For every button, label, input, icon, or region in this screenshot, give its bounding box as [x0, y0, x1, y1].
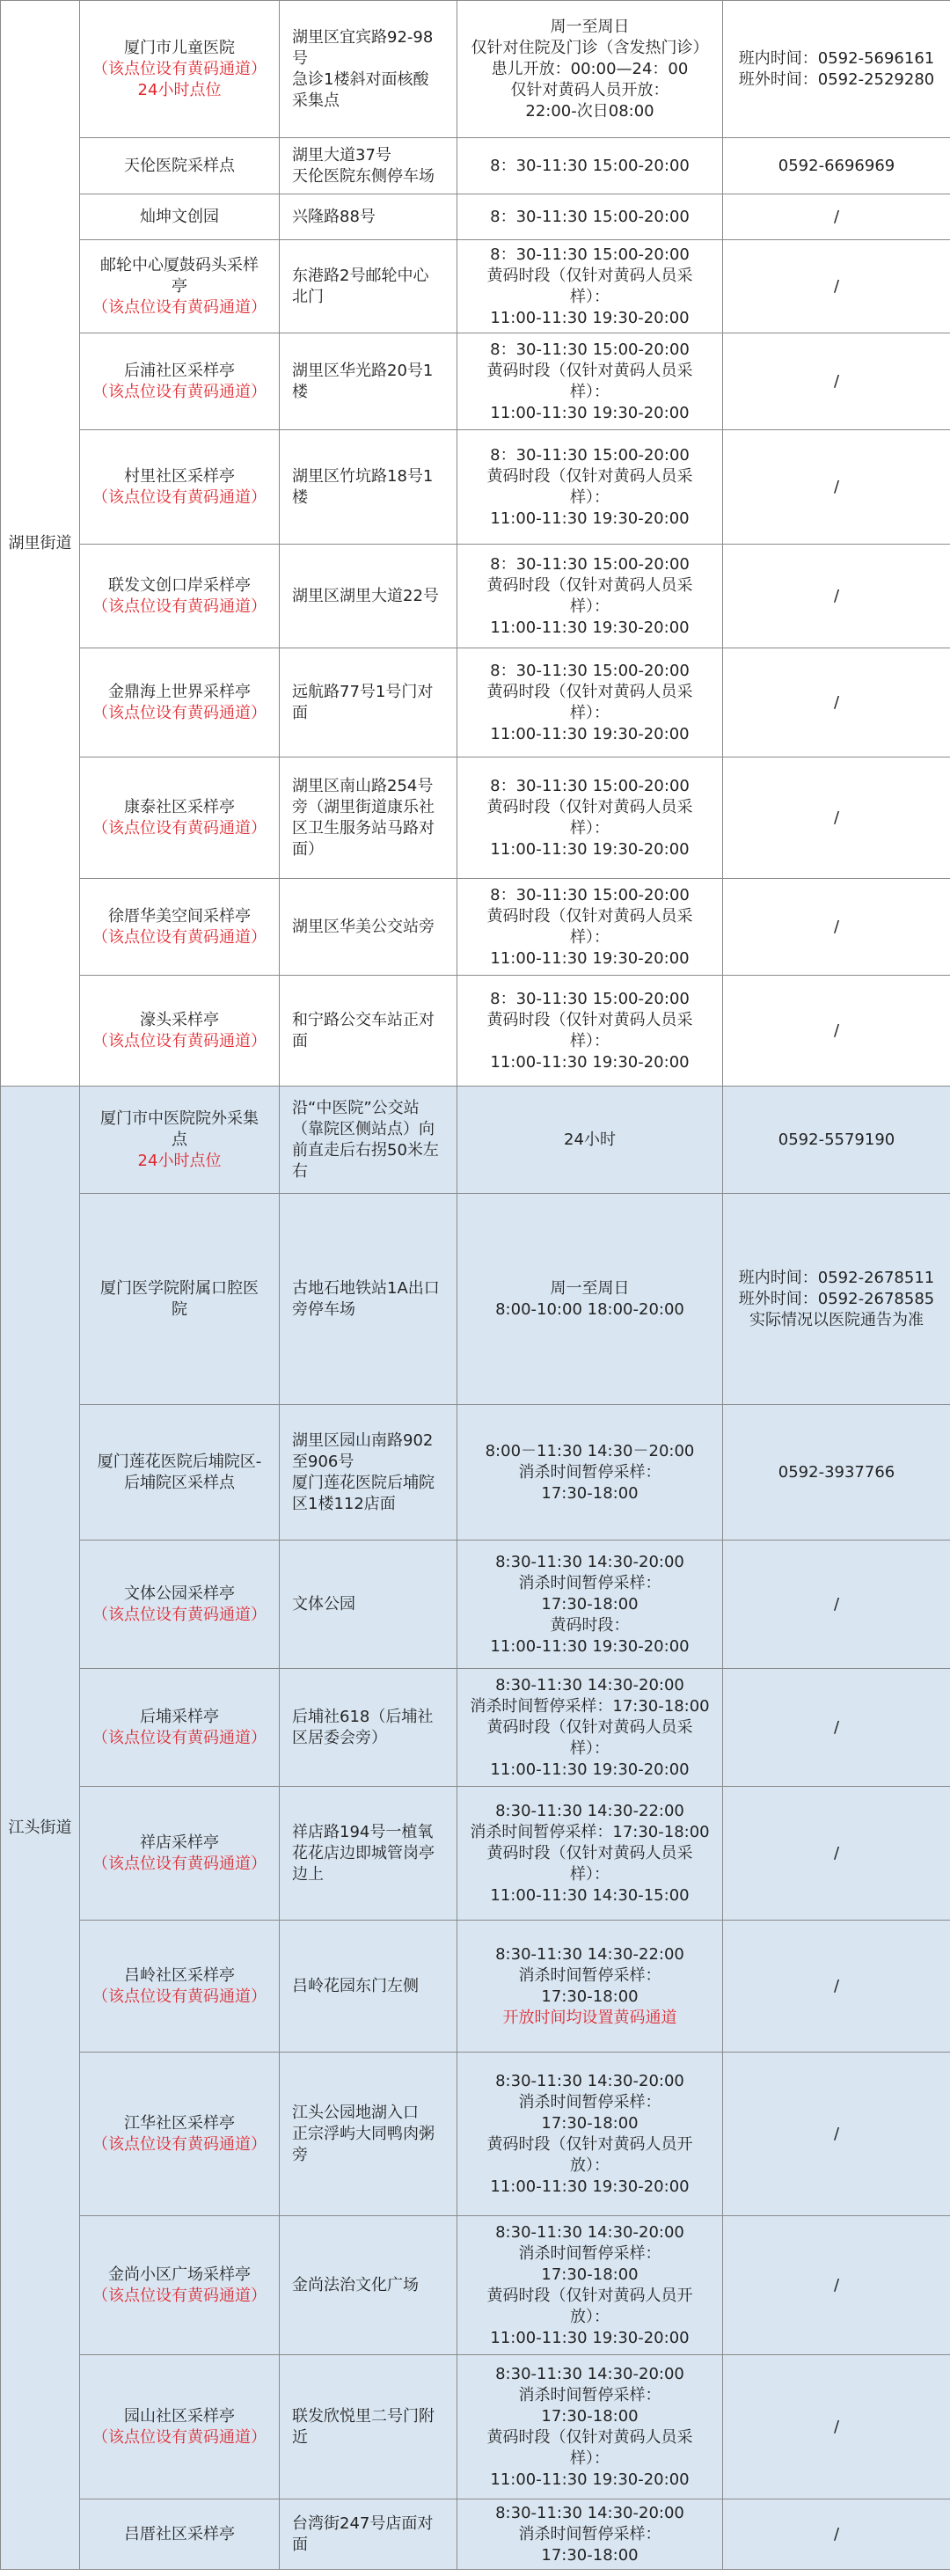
site-phone: /: [723, 1669, 950, 1787]
site-phone: /: [723, 194, 950, 240]
site-phone: /: [723, 2499, 950, 2570]
table-row: [1, 1787, 950, 1921]
site-hours: 8：30-11:30 15:00-20:00 黄码时段（仅针对黄码人员采 样）： 11:00-11:30 19:30-20:00: [457, 976, 723, 1087]
site-phone: 0592-3937766: [723, 1405, 950, 1540]
site-phone: /: [723, 2053, 950, 2216]
site-name: 后浦社区采样亭 （该点位设有黄码通道）: [80, 333, 280, 430]
site-name: 金尚小区广场采样亭 （该点位设有黄码通道）: [80, 2216, 280, 2355]
table-row: [1, 430, 950, 545]
table-row: [1, 1087, 950, 1194]
site-address: 江头公园地湖入口 正宗浮屿大同鸭肉粥 旁: [280, 2053, 457, 2216]
site-address: 古地石地铁站1A出口 旁停车场: [280, 1194, 457, 1405]
site-hours: 8：30-11:30 15:00-20:00 黄码时段（仅针对黄码人员采 样）： 11:00-11:30 19:30-20:00: [457, 430, 723, 545]
table-row: [1, 976, 950, 1087]
table-row: [1, 648, 950, 757]
site-name: 联发文创口岸采样亭 （该点位设有黄码通道）: [80, 545, 280, 648]
site-phone: /: [723, 879, 950, 976]
site-phone: 0592-5579190: [723, 1087, 950, 1194]
site-hours: 8:00－11:30 14:30－20:00 消杀时间暂停采样： 17:30-18:00: [457, 1405, 723, 1540]
site-name: 厦门莲花医院后埔院区- 后埔院区采样点: [80, 1405, 280, 1540]
site-address: 后埔社618（后埔社 区居委会旁）: [280, 1669, 457, 1787]
table-row: [1, 240, 950, 333]
site-address: 和宁路公交车站正对 面: [280, 976, 457, 1087]
site-hours: 8:30-11:30 14:30-22:00 消杀时间暂停采样： 17:30-18:00 开放时间均设置黄码通道: [457, 1921, 723, 2053]
site-hours: 8：30-11:30 15:00-20:00 黄码时段（仅针对黄码人员采 样）： 11:00-11:30 19:30-20:00: [457, 545, 723, 648]
site-name: 江华社区采样亭 （该点位设有黄码通道）: [80, 2053, 280, 2216]
table-row: [1, 1540, 950, 1669]
table-row: [1, 1194, 950, 1405]
site-name: 康泰社区采样亭 （该点位设有黄码通道）: [80, 757, 280, 879]
site-phone: 班内时间：0592-2678511 班外时间：0592-2678585 实际情况以医院通告为准: [723, 1194, 950, 1405]
table-row: [1, 2499, 950, 2570]
site-name: 濠头采样亭 （该点位设有黄码通道）: [80, 976, 280, 1087]
table-row: [1, 2216, 950, 2355]
site-name: 徐厝华美空间采样亭 （该点位设有黄码通道）: [80, 879, 280, 976]
site-name: 厦门市儿童医院 （该点位设有黄码通道） 24小时点位: [80, 1, 280, 138]
table-row: [1, 138, 950, 194]
site-address: 联发欣悦里二号门附 近: [280, 2355, 457, 2499]
site-hours: 8:30-11:30 14:30-20:00 消杀时间暂停采样： 17:30-18:00: [457, 2499, 723, 2570]
site-phone: 0592-6696969: [723, 138, 950, 194]
site-phone: /: [723, 430, 950, 545]
site-name: 村里社区采样亭 （该点位设有黄码通道）: [80, 430, 280, 545]
site-phone: /: [723, 2216, 950, 2355]
table-row: [1, 1, 950, 138]
site-address: 远航路77号1号门对 面: [280, 648, 457, 757]
site-address: 湖里区宜宾路92-98 号 急诊1楼斜对面核酸 采集点: [280, 1, 457, 138]
site-hours: 8：30-11:30 15:00-20:00 黄码时段（仅针对黄码人员采 样）： 11:00-11:30 19:30-20:00: [457, 333, 723, 430]
site-phone: /: [723, 2355, 950, 2499]
site-phone: /: [723, 976, 950, 1087]
site-name: 灿坤文创园: [80, 194, 280, 240]
table-row: [1, 194, 950, 240]
site-hours: 8:30-11:30 14:30-20:00 消杀时间暂停采样： 17:30-18:00 黄码时段（仅针对黄码人员采 样）： 11:00-11:30 19:30-20:00: [457, 2355, 723, 2499]
site-hours: 8:30-11:30 14:30-22:00 消杀时间暂停采样：17:30-18:00 黄码时段（仅针对黄码人员采 样）： 11:00-11:30 14:30-15:00: [457, 1787, 723, 1921]
site-hours: 8：30-11:30 15:00-20:00 黄码时段（仅针对黄码人员采 样）： 11:00-11:30 19:30-20:00: [457, 757, 723, 879]
site-name: 厦门医学院附属口腔医 院: [80, 1194, 280, 1405]
site-address: 湖里区华光路20号1 楼: [280, 333, 457, 430]
site-address: 文体公园: [280, 1540, 457, 1669]
table-row: [1, 545, 950, 648]
site-name: 厦门市中医院院外采集 点 24小时点位: [80, 1087, 280, 1194]
site-name: 吕厝社区采样亭: [80, 2499, 280, 2570]
site-hours: 8:30-11:30 14:30-20:00 消杀时间暂停采样：17:30-18:00 黄码时段（仅针对黄码人员采 样）： 11:00-11:30 19:30-20:00: [457, 1669, 723, 1787]
site-address: 湖里区南山路254号 旁（湖里街道康乐社 区卫生服务站马路对 面）: [280, 757, 457, 879]
site-hours: 8：30-11:30 15:00-20:00 黄码时段（仅针对黄码人员采 样）： 11:00-11:30 19:30-20:00: [457, 240, 723, 333]
site-hours: 8:30-11:30 14:30-20:00 消杀时间暂停采样： 17:30-18:00 黄码时段（仅针对黄码人员开 放）： 11:00-11:30 19:30-20:00: [457, 2053, 723, 2216]
site-address: 东港路2号邮轮中心 北门: [280, 240, 457, 333]
site-phone: /: [723, 757, 950, 879]
site-hours: 8:30-11:30 14:30-20:00 消杀时间暂停采样： 17:30-18:00 黄码时段： 11:00-11:30 19:30-20:00: [457, 1540, 723, 1669]
table-row: [1, 1921, 950, 2053]
site-hours: 8：30-11:30 15:00-20:00 黄码时段（仅针对黄码人员采 样）： 11:00-11:30 19:30-20:00: [457, 879, 723, 976]
site-address: 金尚法治文化广场: [280, 2216, 457, 2355]
site-hours: 8：30-11:30 15:00-20:00: [457, 138, 723, 194]
site-phone: /: [723, 240, 950, 333]
site-address: 湖里区华美公交站旁: [280, 879, 457, 976]
site-name: 园山社区采样亭 （该点位设有黄码通道）: [80, 2355, 280, 2499]
table-row: [1, 1405, 950, 1540]
site-hours: 24小时: [457, 1087, 723, 1194]
site-phone: /: [723, 1921, 950, 2053]
site-address: 台湾街247号店面对 面: [280, 2499, 457, 2570]
site-hours: 8：30-11:30 15:00-20:00: [457, 194, 723, 240]
site-address: 吕岭花园东门左侧: [280, 1921, 457, 2053]
district-cell: 湖里街道: [1, 1, 80, 1087]
site-name: 祥店采样亭 （该点位设有黄码通道）: [80, 1787, 280, 1921]
site-name: 后埔采样亭 （该点位设有黄码通道）: [80, 1669, 280, 1787]
site-phone: 班内时间：0592-5696161 班外时间：0592-2529280: [723, 1, 950, 138]
site-address: 湖里区湖里大道22号: [280, 545, 457, 648]
site-phone: /: [723, 648, 950, 757]
site-address: 兴隆路88号: [280, 194, 457, 240]
site-hours: 8：30-11:30 15:00-20:00 黄码时段（仅针对黄码人员采 样）： 11:00-11:30 19:30-20:00: [457, 648, 723, 757]
site-name: 邮轮中心厦鼓码头采样 亭 （该点位设有黄码通道）: [80, 240, 280, 333]
site-name: 天伦医院采样点: [80, 138, 280, 194]
site-address: 湖里大道37号 天伦医院东侧停车场: [280, 138, 457, 194]
site-phone: /: [723, 1540, 950, 1669]
site-phone: /: [723, 1787, 950, 1921]
site-address: 沿“中医院”公交站 （靠院区侧站点）向 前直走后右拐50米左 右: [280, 1087, 457, 1194]
table-row: [1, 333, 950, 430]
table-row: [1, 2355, 950, 2499]
site-address: 湖里区竹坑路18号1 楼: [280, 430, 457, 545]
site-address: 祥店路194号一植氧 花花店边即城管岗亭 边上: [280, 1787, 457, 1921]
site-phone: /: [723, 333, 950, 430]
table-row: [1, 757, 950, 879]
site-hours: 8:30-11:30 14:30-20:00 消杀时间暂停采样： 17:30-18:00 黄码时段（仅针对黄码人员开 放）： 11:00-11:30 19:30-20:00: [457, 2216, 723, 2355]
table-row: [1, 1669, 950, 1787]
site-name: 金鼎海上世界采样亭 （该点位设有黄码通道）: [80, 648, 280, 757]
site-hours: 周一至周日 8:00-10:00 18:00-20:00: [457, 1194, 723, 1405]
site-address: 湖里区园山南路902 至906号 厦门莲花医院后埔院 区1楼112店面: [280, 1405, 457, 1540]
table-row: [1, 879, 950, 976]
table-row: [1, 2053, 950, 2216]
site-hours: 周一至周日 仅针对住院及门诊（含发热门诊） 患儿开放：00:00—24：00 仅针对黄码人员开放： 22:00-次日08:00: [457, 1, 723, 138]
site-name: 文体公园采样亭 （该点位设有黄码通道）: [80, 1540, 280, 1669]
district-cell: 江头街道: [1, 1087, 80, 2570]
site-name: 吕岭社区采样亭 （该点位设有黄码通道）: [80, 1921, 280, 2053]
site-phone: /: [723, 545, 950, 648]
